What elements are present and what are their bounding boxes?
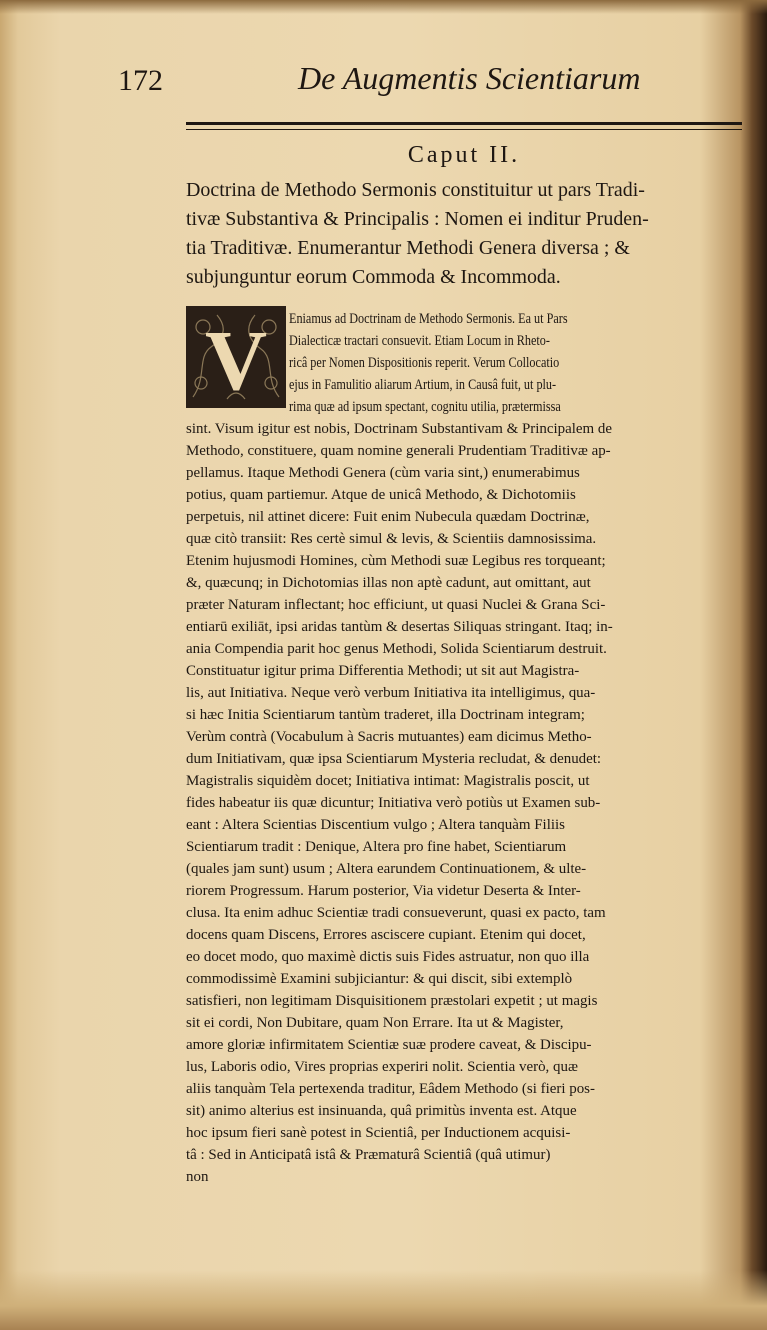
summary-line: tia Traditivæ. Enumerantur Methodi Genera diversa ; & <box>186 237 630 259</box>
body-line: tâ : Sed in Anticipatâ istâ & Præmaturâ Scientiâ (quâ utimur) <box>186 1147 551 1163</box>
body-line: Verùm contrà (Vocabulum à Sacris mutuantes) eam dicimus Metho- <box>186 729 592 745</box>
body-line: dum Initiativam, quæ ipsa Scientiarum Mysteria recludat, & denudet: <box>186 751 602 767</box>
body-line: eo docet modo, quo maximè dictis suis Fides astruatur, non quo illa <box>186 949 590 965</box>
chapter-summary <box>186 176 746 292</box>
body-line: hoc ipsum fieri sanè potest in Scientiâ, per Inductionem acquisi- <box>186 1125 571 1141</box>
page-top-edge <box>0 0 767 14</box>
body-line: non <box>186 1169 209 1185</box>
body-line: entiarū exiliāt, ipsi aridas tantùm & desertas Siliquas stringant. Itaq; in- <box>186 619 613 635</box>
body-line: commodissimè Examini subjiciantur: & qui discit, sibi extemplò <box>186 971 573 987</box>
body-line: amore gloriæ infirmitatem Scientiæ suæ prodere caveat, & Discipu- <box>186 1037 592 1053</box>
page-bottom-edge <box>0 1270 767 1330</box>
body-line: fides habeatur iis quæ dicuntur; Initiativa verò potiùs ut Examen sub- <box>186 795 601 811</box>
initial-letter: V <box>204 312 268 407</box>
body-line: sit) animo alterius est insinuanda, quâ primitùs inventa est. Atque <box>186 1103 577 1119</box>
body-line: Etenim hujusmodi Homines, cùm Methodi suæ Legibus res torqueant; <box>186 553 606 569</box>
body-line: sit ei cordi, Non Dubitare, quam Non Errare. Ita ut & Magister, <box>186 1015 564 1031</box>
summary-line: subjunguntur eorum Commoda & Incommoda. <box>186 266 561 288</box>
body-line: eant : Altera Scientias Discentium vulgo ; Altera tanquàm Filiis <box>186 817 566 833</box>
body-text <box>186 308 746 1188</box>
body-line: Methodo, constituere, quam nomine generali Prudentiam Traditivæ ap- <box>186 443 611 459</box>
body-line: quæ citò transiit: Res certè simul & levis, & Scientiis damnosissima. <box>186 531 597 547</box>
page-header <box>118 58 658 102</box>
body-line: lis, aut Initiativa. Neque verò verbum Initiativa ita intelligimus, qua- <box>186 685 596 701</box>
body-line: docens quam Discens, Errores asciscere cupiant. Etenim qui docet, <box>186 927 586 943</box>
body-line: clusa. Ita enim adhuc Scientiæ tradi consueverunt, quasi ex pacto, tam <box>186 905 606 921</box>
body-line: aliis tanquàm Tela pertexenda traditur, Eâdem Methodo (si fieri pos- <box>186 1081 595 1097</box>
body-line: ejus in Famulitio aliarum Artium, in Causâ fuit, ut plu- <box>289 377 557 393</box>
body-line: potius, quam partiemur. Atque de unicâ Methodo, & Dichotomiis <box>186 487 576 503</box>
body-line: lus, Laboris odio, Vires proprias experiri nolit. Scientia verò, quæ <box>186 1059 578 1075</box>
summary-line: Doctrina de Methodo Sermonis constituitur ut pars Tradi- <box>186 179 645 201</box>
body-line: pellamus. Itaque Methodi Genera (cùm varia sint,) enumerabimus <box>186 465 580 481</box>
body-line: Scientiarum tradit : Denique, Altera pro fine habet, Scientiarum <box>186 839 567 855</box>
body-line: satisfieri, non legitimam Disquisitionem præstolari expetit ; ut magis <box>186 993 598 1009</box>
body-line: Magistralis siquidèm docet; Initiativa intimat: Magistralis poscit, ut <box>186 773 590 789</box>
body-line: Eniamus ad Doctrinam de Methodo Sermonis. Ea ut Pars <box>289 311 568 327</box>
body-line: (quales jam sunt) usum ; Altera earundem Continuationem, & ulte- <box>186 861 587 877</box>
running-title: De Augmentis Scientiarum <box>298 60 641 96</box>
body-line: perpetuis, nil attinet dicere: Fuit enim Nubecula quædam Doctrinæ, <box>186 509 590 525</box>
body-line: &, quæcunq; in Dichotomias illas non aptè cadunt, aut omittant, aut <box>186 575 591 591</box>
page-number: 172 <box>118 64 163 97</box>
body-line: si hæc Initia Scientiarum tantùm traderet, illa Doctrinam integram; <box>186 707 585 723</box>
body-line: rima quæ ad ipsum spectant, cognitu utilia, prætermissa <box>289 399 561 415</box>
body-line: præter Naturam inflectant; hoc efficiunt, ut quasi Nuclei & Grana Sci- <box>186 597 606 613</box>
body-line: Constituatur igitur prima Differentia Methodi; ut sit aut Magistra- <box>186 663 580 679</box>
body-line: sint. Visum igitur est nobis, Doctrinam Substantivam & Principalem de <box>186 421 613 437</box>
body-line: ania Compendia parit hoc genus Methodi, Solida Scientiarum destruit. <box>186 641 607 657</box>
summary-line: tivæ Substantiva & Principalis : Nomen ei inditur Pruden- <box>186 208 649 230</box>
body-line: Dialecticæ tractari consuevit. Etiam Locum in Rheto- <box>289 333 550 349</box>
body-line: riorem Progressum. Harum posterior, Via videtur Deserta & Inter- <box>186 883 581 899</box>
header-rule-thick <box>186 122 742 125</box>
body-line: ricâ per Nomen Dispositionis reperit. Verum Collocatio <box>289 355 560 371</box>
chapter-heading: Caput II. <box>407 142 521 168</box>
header-rule-thin <box>186 129 742 130</box>
